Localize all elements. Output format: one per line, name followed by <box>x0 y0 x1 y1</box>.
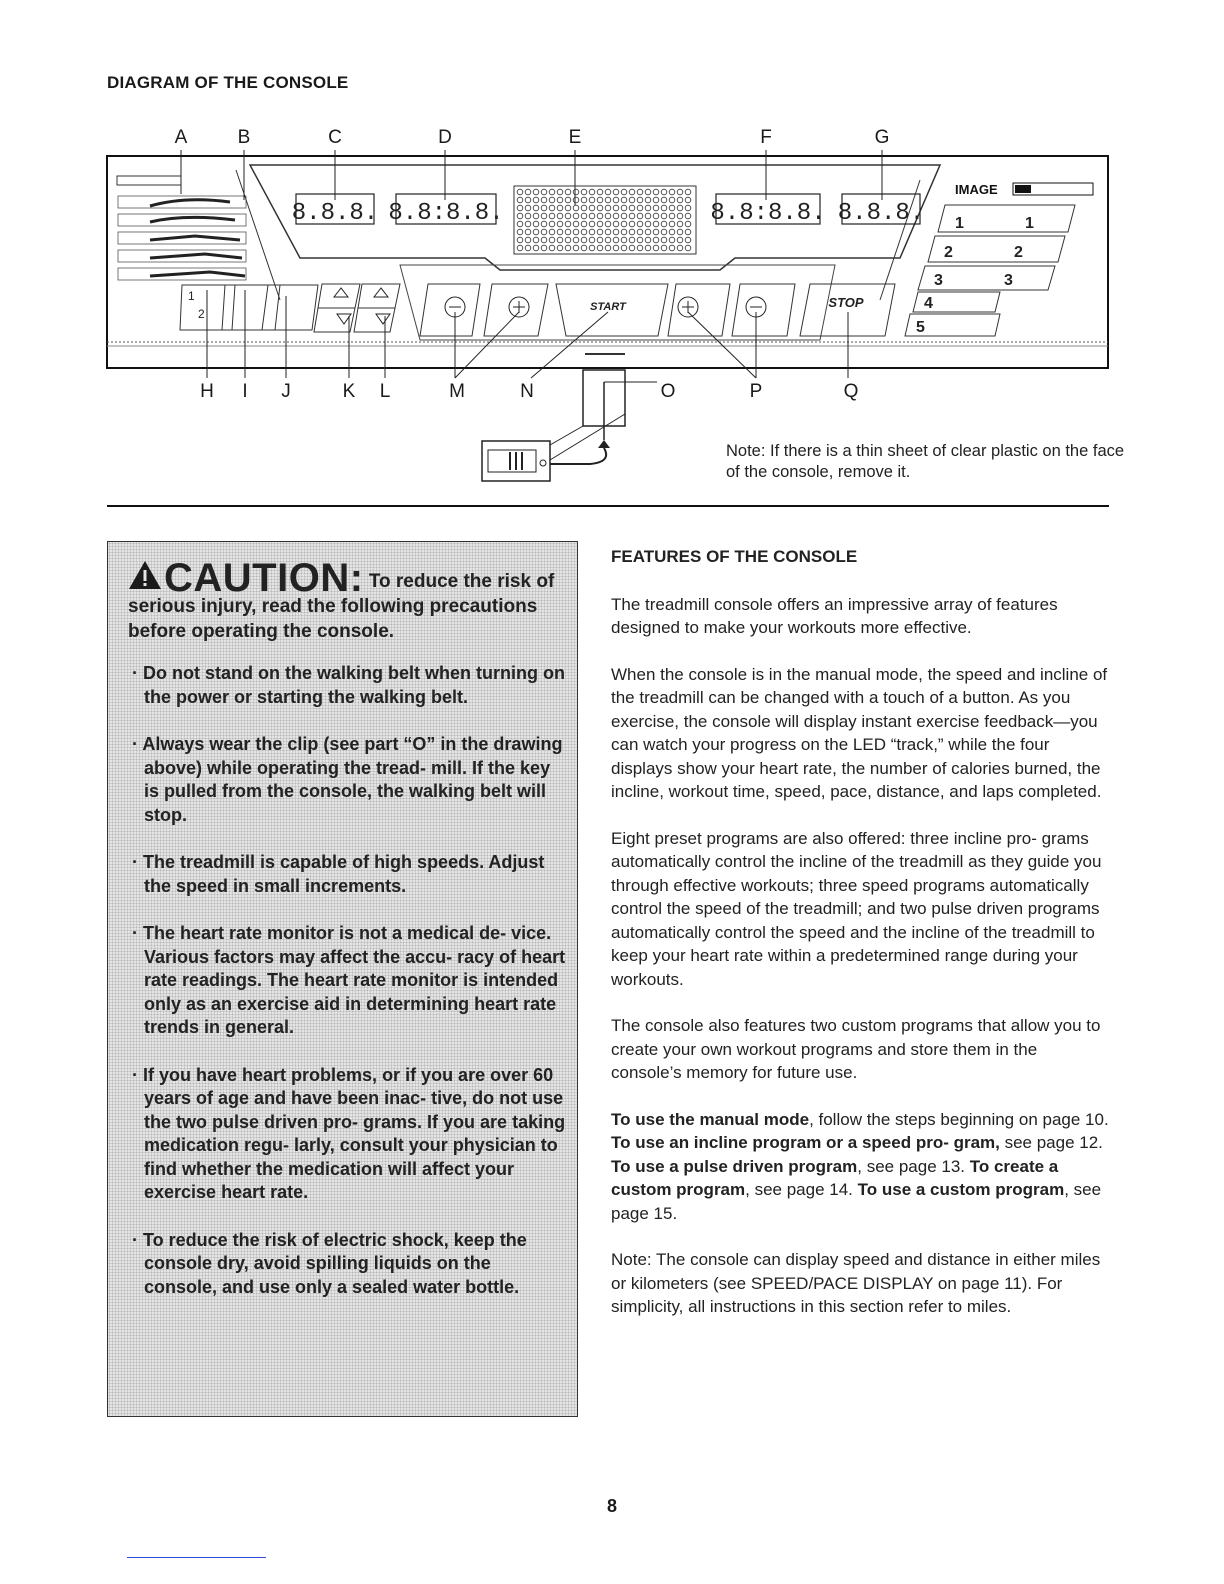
svg-text:8.8.8.: 8.8.8. <box>837 200 925 227</box>
caution-item: · To reduce the risk of electric shock, keep the console dry, avoid spilling liquids on the console, and use only a sealed water bottle. <box>132 1229 527 1297</box>
svg-text:8.8:8.8.: 8.8:8.8. <box>710 200 826 227</box>
label-p: P <box>749 381 763 402</box>
caution-item: · Do not stand on the walking belt when turning on the power or starting the walking belt. <box>132 663 565 707</box>
label-f: F <box>760 127 772 148</box>
bottom-link-underline <box>127 1557 266 1558</box>
section-divider <box>107 505 1109 507</box>
features-paragraph-6: Note: The console can display speed and distance in either miles or kilometers (see SPEED/PACE DISPLAY on page 11). For simplicity, all instructions in this section refer to miles. <box>611 1250 1101 1316</box>
svg-text:IMAGE: IMAGE <box>955 182 998 197</box>
svg-text:1: 1 <box>188 289 195 303</box>
label-i: I <box>242 381 248 402</box>
caution-item: · The treadmill is capable of high speeds. Adjust the speed in small increments. <box>132 852 545 896</box>
label-b: B <box>237 127 251 148</box>
svg-text:2: 2 <box>198 307 205 321</box>
caution-item: · The heart rate monitor is not a medical de- vice. Various factors may affect the accu- racy of heart rate readings. The heart rate monitor is intended only as an exercise aid in determining heart rate trends in general. <box>132 923 566 1037</box>
caution-intro: To reduce the risk of serious injury, read the following precautions before operating the console. <box>128 571 555 642</box>
diagram-title: DIAGRAM OF THE CONSOLE <box>107 73 349 92</box>
label-a: A <box>174 127 188 148</box>
label-j: J <box>281 381 291 402</box>
svg-text:2: 2 <box>944 244 953 261</box>
svg-text:START: START <box>590 301 626 313</box>
svg-text:5: 5 <box>916 319 925 336</box>
caution-item: · Always wear the clip (see part “O” in the drawing above) while operating the tread- mill. If the key is pulled from the console, the walking belt will stop. <box>132 734 563 825</box>
features-paragraph-3: Eight preset programs are also offered: three incline pro- grams automatically control the incline of the treadmill as they guide you through effective workouts; three speed programs automatically control the speed of the treadmill; and two pulse driven programs automatically control the speed and the incline of the treadmill to keep your heart rate within a predetermined range during your workouts. <box>611 828 1102 989</box>
label-e: E <box>568 127 582 148</box>
console-diagram <box>0 0 1224 500</box>
label-q: Q <box>843 381 859 402</box>
svg-text:2: 2 <box>1014 244 1023 261</box>
page-number: 8 <box>606 1496 617 1516</box>
label-k: K <box>342 381 356 402</box>
features-paragraph-1: The treadmill console offers an impressive array of features designed to make your workouts more effective. <box>611 594 1058 637</box>
label-d: D <box>438 127 452 148</box>
label-l: L <box>379 381 391 402</box>
caution-word: CAUTION: <box>164 556 364 600</box>
svg-text:4: 4 <box>924 295 933 312</box>
svg-text:8.8.8.: 8.8.8. <box>291 200 379 227</box>
svg-text:8.8:8.8.: 8.8:8.8. <box>388 200 504 227</box>
svg-text:1: 1 <box>955 215 964 232</box>
caution-item: · If you have heart problems, or if you are over 60 years of age and have been inac- tive, do not use the two pulse driven pro- grams. If you are taking medication regu- larly, consult your physician to find whether the medication will affect your exercise heart rate. <box>132 1064 566 1202</box>
svg-text:1: 1 <box>1025 215 1034 232</box>
label-m: M <box>449 381 465 402</box>
label-o: O <box>660 381 676 402</box>
label-g: G <box>874 127 890 148</box>
label-n: N <box>520 381 534 402</box>
svg-text:3: 3 <box>934 272 943 289</box>
safety-key-and-clip <box>482 370 657 481</box>
caution-box <box>107 541 578 1417</box>
features-paragraph-2: When the console is in the manual mode, the speed and incline of the treadmill can be changed with a touch of a button. As you exercise, the console will display instant exercise feedback—you can watch your progress on the LED “track,” while the four displays show your heart rate, the number of calories burned, the incline, workout time, speed, pace, distance, and laps completed. <box>611 664 1108 801</box>
label-h: H <box>200 381 214 402</box>
warning-triangle-icon <box>128 560 162 590</box>
features-paragraph-4: The console also features two custom programs that allow you to create your own workout programs and store them in the console’s memory for future use. <box>611 1016 1101 1082</box>
diagram-note: Note: If there is a thin sheet of clear plastic on the face of the console, remove it. <box>726 442 1125 481</box>
top-letter-labels <box>175 127 890 148</box>
bottom-letter-labels <box>200 381 858 402</box>
features-paragraph-5: To use the manual mode, follow the steps beginning on page 10. To use an incline program or a speed pro- gram, see page 12. To use a pulse driven program, see page 13. To create a custom program, see page 14. To use a custom program, see page 15. <box>611 1109 1109 1223</box>
svg-text:3: 3 <box>1004 272 1013 289</box>
svg-text:STOP: STOP <box>828 295 864 310</box>
features-section <box>611 545 1111 1342</box>
caution-list <box>126 662 566 1323</box>
label-c: C <box>328 127 342 148</box>
caution-heading <box>128 556 568 644</box>
features-title: FEATURES OF THE CONSOLE <box>611 547 858 566</box>
